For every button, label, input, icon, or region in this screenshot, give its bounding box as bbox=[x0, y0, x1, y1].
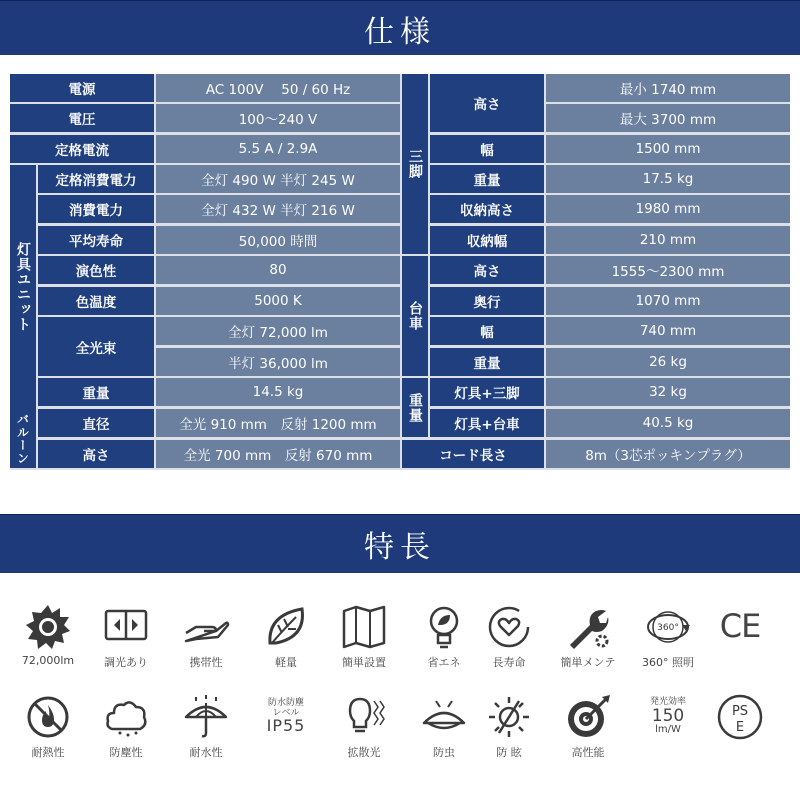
spec-label-color-temp: 色温度 bbox=[38, 287, 154, 315]
spec-label-consumption: 消費電力 bbox=[38, 195, 154, 223]
spec-label-unit-weight: 重量 bbox=[38, 378, 154, 406]
feature-label: 防塵性 bbox=[109, 746, 143, 759]
diffuse-light-icon bbox=[340, 693, 388, 741]
feature-anti-glare bbox=[473, 693, 545, 773]
spec-value-lifetime: 50,000 時間 bbox=[156, 226, 400, 254]
efficiency-value: 150 bbox=[651, 705, 685, 726]
spec-label-balloon-height: 高さ bbox=[38, 440, 154, 468]
feature-insect-repellent bbox=[408, 693, 480, 773]
anti-glare-icon bbox=[485, 693, 533, 741]
spec-label-tripod-height: 高さ bbox=[430, 74, 544, 132]
group-lamp-unit: 灯具ユニット bbox=[10, 165, 36, 409]
feature-dustproof bbox=[90, 693, 162, 773]
efficiency-unit: lm/W bbox=[655, 724, 681, 736]
spec-value-rated-consumption: 全灯 490 W 半灯 245 W bbox=[156, 165, 400, 193]
feature-pse bbox=[704, 693, 776, 773]
feature-portability bbox=[170, 603, 242, 683]
spec-label-cart-height: 高さ bbox=[430, 256, 544, 284]
spec-label-weight-tripod: 灯具+三脚 bbox=[430, 378, 544, 406]
spec-label-lifetime: 平均寿命 bbox=[38, 226, 154, 254]
spec-value-cart-depth: 1070 mm bbox=[546, 287, 790, 315]
ip55-line2: レベル bbox=[272, 707, 300, 718]
spec-label-stowed-height: 収納高さ bbox=[430, 195, 544, 223]
umbrella-rain-icon bbox=[182, 693, 230, 741]
feature-label: 防虫 bbox=[433, 746, 455, 759]
pse-mark-text: PS bbox=[731, 704, 749, 719]
feature-heat-resistant bbox=[12, 693, 84, 773]
feature-ce bbox=[704, 603, 776, 683]
feature-label: 簡単メンテ bbox=[560, 656, 616, 669]
feature-label: 軽量 bbox=[275, 656, 297, 669]
spec-label-voltage: 電圧 bbox=[10, 104, 154, 132]
spec-label-rated-consumption: 定格消費電力 bbox=[38, 165, 154, 193]
feature-label: 省エネ bbox=[427, 656, 461, 669]
spec-label-tripod-width: 幅 bbox=[430, 135, 544, 163]
feature-efficiency bbox=[632, 693, 704, 773]
spec-label-power: 電源 bbox=[10, 74, 154, 102]
feature-label: 72,000lm bbox=[21, 654, 75, 667]
spec-label-luminous-flux: 全光束 bbox=[38, 317, 154, 376]
spec-label-stowed-width: 収納幅 bbox=[430, 226, 544, 254]
spec-table bbox=[10, 74, 790, 470]
spec-value-tripod-width: 1500 mm bbox=[546, 135, 790, 163]
ip55-rating: IP55 bbox=[266, 716, 306, 736]
leaf-icon bbox=[262, 603, 310, 651]
feature-energy-saving bbox=[408, 603, 480, 683]
ip55-line1: 防水防塵 bbox=[267, 698, 304, 709]
spec-value-tripod-min: 最小 1740 mm bbox=[546, 74, 790, 102]
target-icon bbox=[564, 693, 612, 741]
spec-value-tripod-max: 最大 3700 mm bbox=[546, 104, 790, 132]
feature-waterproof bbox=[170, 693, 242, 773]
feature-label: 防 眩 bbox=[496, 746, 522, 759]
spec-value-weight-tripod: 32 kg bbox=[546, 378, 790, 406]
ce-mark-icon: CE bbox=[719, 607, 761, 646]
feature-diffused-light bbox=[328, 693, 400, 773]
spec-label-diameter: 直径 bbox=[38, 409, 154, 437]
spec-value-balloon-height: 全光 700 mm 反射 670 mm bbox=[156, 440, 400, 468]
spec-value-unit-weight: 14.5 kg bbox=[156, 378, 400, 406]
features-banner bbox=[0, 514, 800, 574]
bug-lamp-icon bbox=[420, 693, 468, 741]
dimmer-icon bbox=[102, 603, 150, 651]
bright-sun-icon bbox=[24, 603, 72, 651]
spec-value-tripod-weight: 17.5 kg bbox=[546, 165, 790, 193]
spec-banner bbox=[0, 0, 800, 57]
spec-label-cord: コード長さ bbox=[402, 440, 544, 468]
feature-brightness bbox=[12, 603, 84, 683]
spec-value-cri: 80 bbox=[156, 256, 400, 284]
spec-label-weight-cart: 灯具+台車 bbox=[430, 409, 544, 437]
spec-value-diameter: 全光 910 mm 反射 1200 mm bbox=[156, 409, 400, 437]
feature-label: 長寿命 bbox=[492, 656, 526, 669]
spec-label-cart-width: 幅 bbox=[430, 317, 544, 345]
spec-label-cri: 演色性 bbox=[38, 256, 154, 284]
spec-label-tripod-weight: 重量 bbox=[430, 165, 544, 193]
eco-bulb-icon bbox=[420, 603, 468, 651]
rotate-360-badge: 360° bbox=[657, 623, 679, 633]
spec-value-power: AC 100V 50 / 60 Hz bbox=[156, 74, 400, 102]
feature-dimmer bbox=[90, 603, 162, 683]
ip55-icon bbox=[256, 693, 316, 741]
spec-label-current: 定格電流 bbox=[10, 135, 154, 163]
hand-carry-icon bbox=[182, 603, 230, 651]
spec-value-voltage: 100〜240 V bbox=[156, 104, 400, 132]
feature-label: 耐水性 bbox=[189, 746, 223, 759]
feature-lightweight bbox=[250, 603, 322, 683]
feature-ip55 bbox=[250, 693, 322, 773]
feature-label: 簡単設置 bbox=[342, 656, 386, 669]
efficiency-caption: 発光効率 bbox=[649, 697, 686, 708]
spec-label-cart-depth: 奥行 bbox=[430, 287, 544, 315]
feature-label: 360° 照明 bbox=[642, 656, 694, 669]
map-fold-icon bbox=[340, 603, 388, 651]
features-section bbox=[0, 573, 800, 800]
feature-easy-setup bbox=[328, 603, 400, 683]
heart-cycle-icon bbox=[485, 603, 533, 651]
feature-label: 拡散光 bbox=[347, 746, 381, 759]
group-tripod: 三脚 bbox=[402, 74, 428, 254]
spec-value-consumption: 全灯 432 W 半灯 216 W bbox=[156, 195, 400, 223]
spec-title: 仕様 bbox=[364, 14, 436, 50]
spec-value-stowed-height: 1980 mm bbox=[546, 195, 790, 223]
spec-value-current: 5.5 A / 2.9A bbox=[156, 135, 400, 163]
spec-value-flux-full: 全灯 72,000 lm bbox=[156, 317, 400, 345]
feature-label: 携帯性 bbox=[189, 656, 223, 669]
spec-value-weight-cart: 40.5 kg bbox=[546, 409, 790, 437]
spec-value-cart-weight: 26 kg bbox=[546, 348, 790, 376]
spec-label-cart-weight: 重量 bbox=[430, 348, 544, 376]
feature-long-life bbox=[473, 603, 545, 683]
group-cart: 台車 bbox=[402, 256, 428, 376]
no-fire-icon bbox=[24, 693, 72, 741]
group-weight: 重量 bbox=[402, 378, 428, 437]
rotate-360-icon bbox=[644, 603, 692, 651]
wrench-gear-icon bbox=[564, 603, 612, 651]
spec-value-flux-half: 半灯 36,000 lm bbox=[156, 348, 400, 376]
feature-label: 調光あり bbox=[104, 656, 148, 669]
pse-mark-e: E bbox=[735, 720, 745, 735]
feature-360-lighting bbox=[632, 603, 704, 683]
pse-mark-icon bbox=[716, 693, 764, 741]
spec-value-cart-height: 1555〜2300 mm bbox=[546, 256, 790, 284]
feature-high-performance bbox=[552, 693, 624, 773]
spec-value-cart-width: 740 mm bbox=[546, 317, 790, 345]
dust-cloud-icon bbox=[102, 693, 150, 741]
spec-value-color-temp: 5000 K bbox=[156, 287, 400, 315]
feature-easy-maintenance bbox=[552, 603, 624, 683]
features-title: 特長 bbox=[364, 530, 436, 565]
feature-label: 高性能 bbox=[571, 746, 605, 759]
spec-value-stowed-width: 210 mm bbox=[546, 226, 790, 254]
efficiency-icon bbox=[638, 693, 698, 741]
spec-value-cord: 8m（3芯ポッキンプラグ） bbox=[546, 440, 790, 468]
group-balloon: バルーン bbox=[10, 409, 36, 468]
feature-label: 耐熱性 bbox=[31, 746, 65, 759]
